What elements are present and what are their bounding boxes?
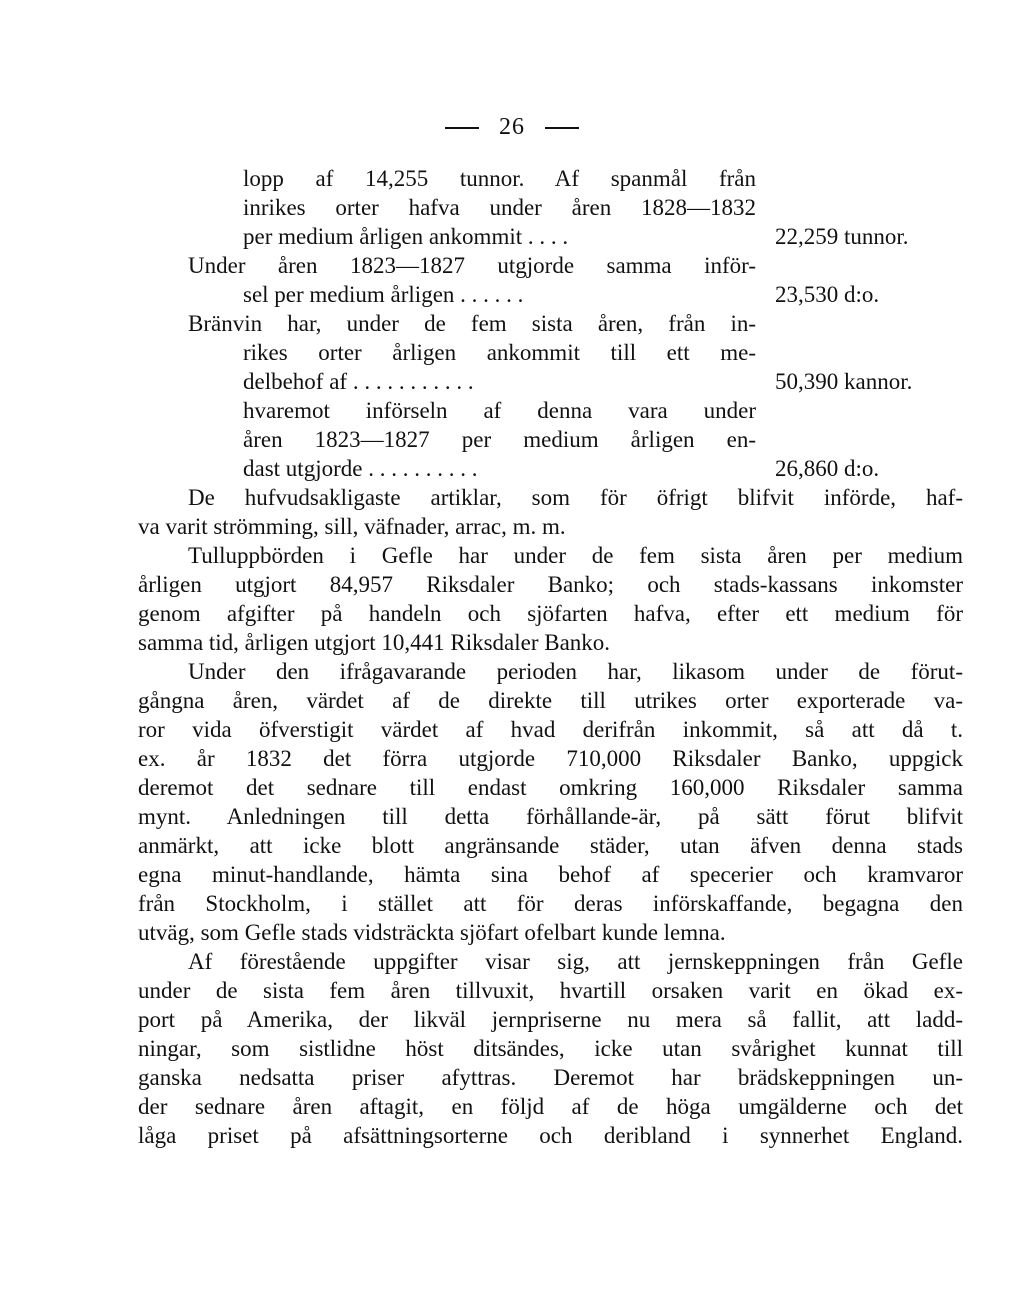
text-line: åren 1823—1827 per medium årligen en- — [243, 427, 756, 452]
text-line: utväg, som Gefle stads vidsträckta sjöfart ofelbart kunde lemna. — [138, 920, 726, 945]
text-line: anmärkt, att icke blott angränsande städer, utan äfven denna stads — [138, 833, 963, 858]
page-header — [0, 114, 1024, 141]
text-line: ror vida öfverstigit värdet af hvad derifrån inkommit, så att då t. — [138, 717, 963, 742]
text-line: dast utgjorde . . . . . . . . . . — [243, 456, 478, 481]
text-line: från Stockholm, i stället att för deras införskaffande, begagna den — [138, 891, 963, 916]
text-line: lopp af 14,255 tunnor. Af spanmål från — [243, 166, 756, 191]
text-line: Under åren 1823—1827 utgjorde samma inför- — [188, 253, 756, 278]
text-line: De hufvudsakligaste artiklar, som för öfrigt blifvit införde, haf- — [188, 485, 963, 510]
amount-grain-1823-1827: 23,530 d:o. — [775, 282, 880, 307]
text-line: der sednare åren aftagit, en följd af de höga umgälderne och det — [138, 1094, 963, 1119]
text-line: egna minut-handlande, hämta sina behof af specerier och kramvaror — [138, 862, 963, 887]
text-line: årligen utgjort 84,957 Riksdaler Banko; och stads-kassans inkomster — [138, 572, 963, 597]
text-line: låga priset på afsättningsorterne och deribland i synnerhet England. — [138, 1123, 963, 1148]
text-line: mynt. Anledningen till detta förhållande-är, på sätt förut blifvit — [138, 804, 963, 829]
text-line: inrikes orter hafva under åren 1828—1832 — [243, 195, 756, 220]
amount-brandy-arrived: 50,390 kannor. — [775, 369, 913, 394]
text-line: sel per medium årligen . . . . . . — [243, 282, 524, 307]
text-line: rikes orter årligen ankommit till ett me- — [243, 340, 756, 365]
text-line: port på Amerika, der likväl jernpriserne nu mera så fallit, att ladd- — [138, 1007, 963, 1032]
text-line: gångna åren, värdet af de direkte till utrikes orter exporterade va- — [138, 688, 963, 713]
text-line: per medium årligen ankommit . . . . — [243, 224, 569, 249]
text-line: ex. år 1832 det förra utgjorde 710,000 Riksdaler Banko, uppgick — [138, 746, 963, 771]
text-line: hvaremot införseln af denna vara under — [243, 398, 756, 423]
text-line: samma tid, årligen utgjort 10,441 Riksdaler Banko. — [138, 630, 611, 655]
page-number: 26 — [499, 114, 525, 140]
text-line: delbehof af . . . . . . . . . . . — [243, 369, 474, 394]
amount-grain-1828-1832: 22,259 tunnor. — [775, 224, 909, 249]
text-line: under de sista fem åren tillvuxit, hvartill orsaken varit en ökad ex- — [138, 978, 963, 1003]
text-line: va varit strömming, sill, väfnader, arrac, m. m. — [138, 514, 566, 539]
text-line: Under den ifrågavarande perioden har, likasom under de förut- — [188, 659, 963, 684]
text-line: Bränvin har, under de fem sista åren, från in- — [188, 311, 756, 336]
left-dash — [445, 127, 479, 129]
text-line: genom afgifter på handeln och sjöfarten hafva, efter ett medium för — [138, 601, 963, 626]
right-dash — [545, 127, 579, 129]
text-line: Af förestående uppgifter visar sig, att jernskeppningen från Gefle — [188, 949, 963, 974]
text-line: deremot det sednare till endast omkring 160,000 Riksdaler samma — [138, 775, 963, 800]
amount-brandy-imported: 26,860 d:o. — [775, 456, 880, 481]
text-line: Tulluppbörden i Gefle har under de fem sista åren per medium — [188, 543, 963, 568]
text-line: ningar, som sistlidne höst ditsändes, icke utan svårighet kunnat till — [138, 1036, 963, 1061]
text-line: ganska nedsatta priser afyttras. Deremot har brädskeppningen un- — [138, 1065, 963, 1090]
